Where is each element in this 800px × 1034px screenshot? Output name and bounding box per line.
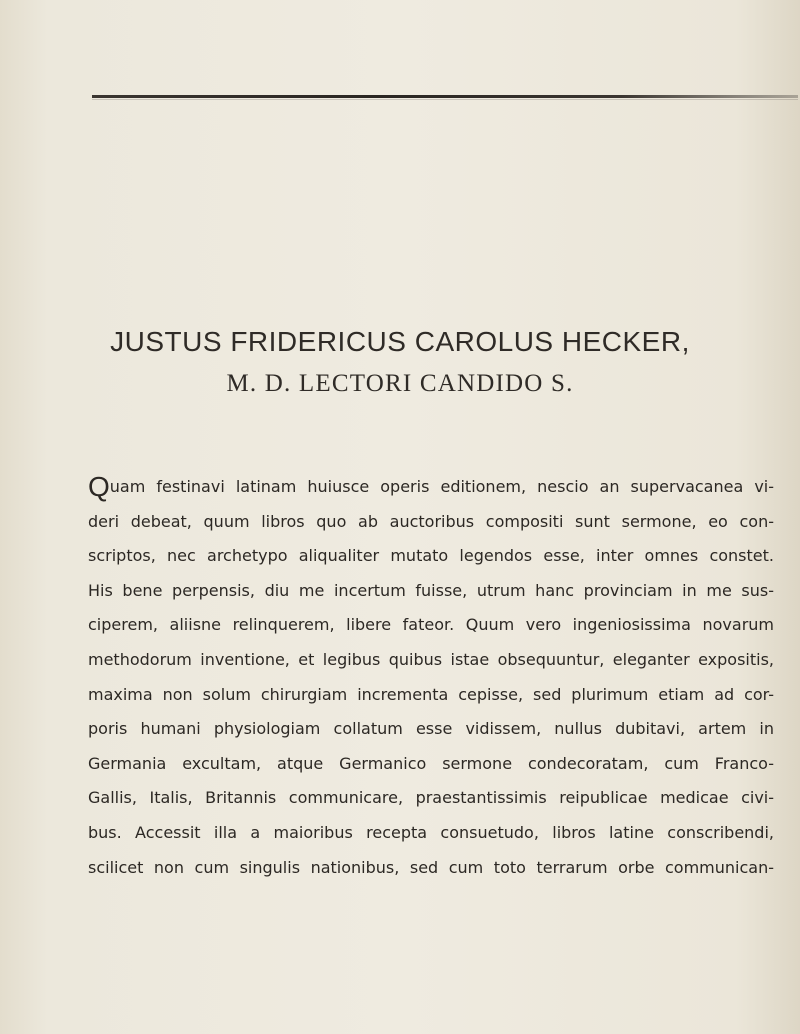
text-line: scriptos, nec archetypo aliqualiter mutato legendos esse, inter omnes constet.: [88, 546, 774, 566]
text-line: poris humani physiologiam collatum esse vidissem, nullus dubitavi, artem in: [88, 719, 774, 739]
text-line: scilicet non cum singulis nationibus, sed cum toto terrarum orbe communican-: [88, 857, 774, 877]
text-line: deri debeat, quum libros quo ab auctoribus compositi sunt sermone, eo con-: [88, 511, 774, 531]
text-line: Gallis, Italis, Britannis communicare, praestantissimis reipublicae medicae civi-: [88, 788, 774, 808]
text-line: [88, 470, 774, 505]
author-heading: JUSTUS FRIDERICUS CAROLUS HECKER,: [110, 326, 690, 357]
initial-letter: Q: [88, 471, 110, 502]
text-line-content: uam festinavi latinam huiusce operis editionem, nescio an supervacanea vi-: [109, 477, 774, 496]
text-line: bus. Accessit illa a maioribus recepta consuetudo, libros latine conscribendi,: [88, 822, 774, 842]
top-rule: [92, 95, 798, 98]
text-line: Germania excultam, atque Germanico sermone condecoratam, cum Franco-: [88, 753, 774, 773]
text-line: maxima non solum chirurgiam incrementa cepisse, sed plurimum etiam ad cor-: [88, 684, 774, 704]
top-rule-shadow: [92, 99, 798, 100]
text-line: methodorum inventione, et legibus quibus istae obsequuntur, eleganter expositis,: [88, 649, 774, 669]
text-line: His bene perpensis, diu me incertum fuisse, utrum hanc provinciam in me sus-: [88, 580, 774, 600]
preface-body: [88, 470, 774, 885]
text-line: ciperem, aliisne relinquerem, libere fateor. Quum vero ingeniosissima novarum: [88, 615, 774, 635]
salutation-heading: M. D. LECTORI CANDIDO S.: [226, 370, 574, 397]
